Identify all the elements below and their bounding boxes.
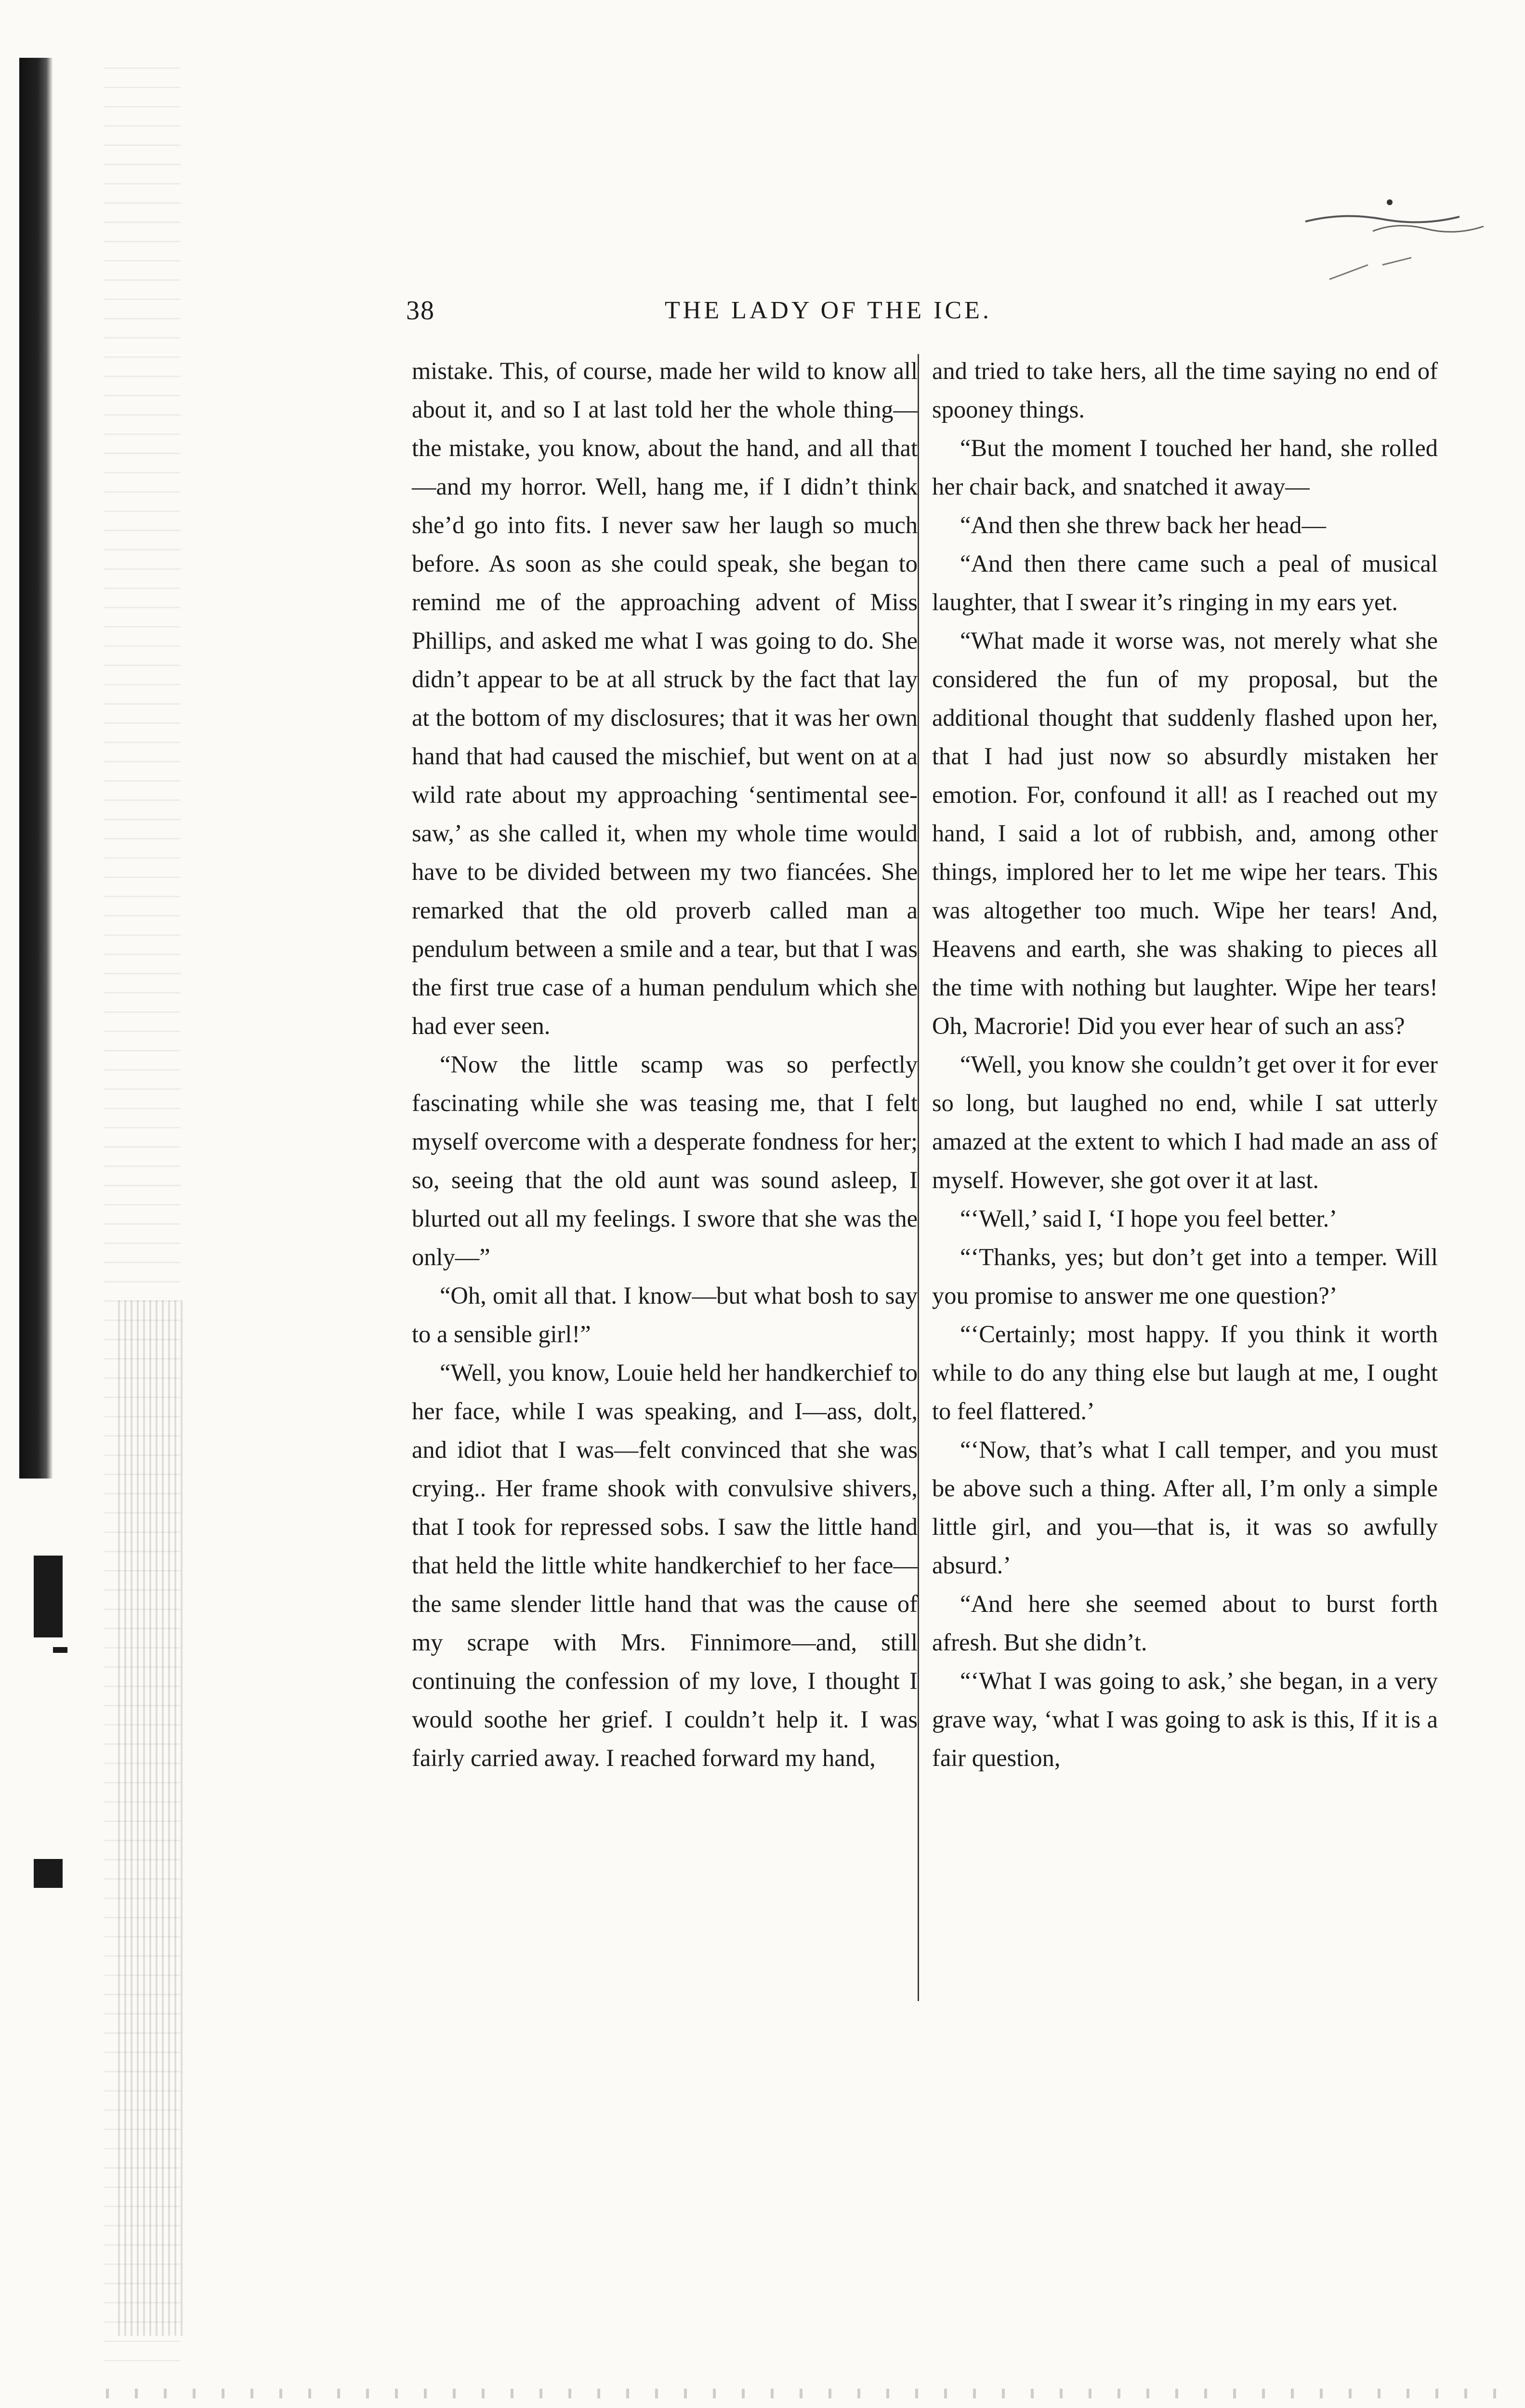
column-rule <box>918 354 919 2001</box>
paragraph: “What made it worse was, not merely what she considered the fun of my proposal, but the additional thought that suddenly flashed upon her, that I had just now so absurdly mistaken her emotion. For, confound it all! as I reached out my hand, I said a lot of rubbish, and, among other things, implored her to let me wipe her tears. This was altogether too much. Wipe her tears! And, Heavens and earth, she was shaking to pieces all the time with nothing but laughter. Wipe her tears! Oh, Macrorie! Did you ever hear of such an ass? <box>932 627 1438 1039</box>
running-head: THE LADY OF THE ICE. <box>665 297 992 324</box>
paragraph: “Well, you know she couldn’t get over it for ever so long, but laughed no end, while I sat utterly amazed at the extent to which I had made an ass of myself. However, she got over it at last. <box>932 1051 1438 1193</box>
binding-mark <box>53 1647 67 1653</box>
paragraph: “Well, you know, Louie held her handkerchief to her face, while I was speaking, and I—ass, dolt, and idiot that I was—felt convinced that she was crying.. Her frame shook with convulsive shivers, that I took for repressed sobs. I saw the little hand that held the little white handkerchief to her face—the same slender little hand that was the cause of my scrape with Mrs. Finnimore—and, still continuing the confession of my love, I thought I would soothe her grief. I couldn’t help it. I was fairly carried away. I reached forward my hand, <box>412 1359 918 1771</box>
pencil-scribble <box>1301 193 1503 299</box>
paragraph: “Now the little scamp was so perfectly fascinating while she was teasing me, that I felt myself overcome with a desperate fondness for her; so, seeing that the old aunt was sound asleep, I blurted out all my feelings. I swore that she was the only—” <box>412 1051 918 1270</box>
paragraph: “‘Certainly; most happy. If you think it worth while to do any thing else but laugh at me, I ought to feel flattered.’ <box>932 1321 1438 1425</box>
binding-mark <box>34 1556 63 1637</box>
gutter-speckle <box>118 1300 185 2336</box>
paragraph: “And then she threw back her head— <box>960 511 1327 538</box>
left-column <box>412 352 918 1777</box>
paragraph: mistake. This, of course, made her wild to know all about it, and so I at last told her the whole thing—the mistake, you know, about the hand, and all that—and my horror. Well, hang me, if I didn’t think she’d go into fits. I never saw her laugh so much before. As soon as she could speak, she began to remind me of the approaching advent of Miss Phillips, and asked me what I was going to do. She didn’t appear to be at all struck by the fact that lay at the bottom of my disclosures; that it was her own hand that had caused the mischief, but went on at a wild rate about my approaching ‘sentimental see-saw,’ as she called it, when my whole time would have to be divided between my two fiancées. She remarked that the old proverb called man a pendulum between a smile and a tear, but that I was the first true case of a human pendulum which she had ever seen. <box>412 357 918 1039</box>
paragraph: “‘Now, that’s what I call temper, and you must be above such a thing. After all, I’m only a simple little girl, and you—that is, it was so awfully absurd.’ <box>932 1436 1438 1579</box>
paragraph: “And here she seemed about to burst forth afresh. But she didn’t. <box>932 1590 1438 1656</box>
paragraph: “‘What I was going to ask,’ she began, in a very grave way, ‘what I was going to ask is this, If it is a fair question, <box>932 1667 1438 1771</box>
binding-shadow <box>19 58 53 1479</box>
paragraph: “‘Well,’ said I, ‘I hope you feel better.’ <box>960 1205 1338 1232</box>
binding-mark <box>34 1859 63 1888</box>
bottom-speckle <box>106 2389 1503 2398</box>
paragraph: “And then there came such a peal of musical laughter, that I swear it’s ringing in my ears yet. <box>932 550 1438 615</box>
paragraph: and tried to take hers, all the time saying no end of spooney things. <box>932 357 1438 423</box>
paragraph: “‘Thanks, yes; but don’t get into a temper. Will you promise to answer me one question?’ <box>932 1243 1438 1309</box>
paragraph: “But the moment I touched her hand, she rolled her chair back, and snatched it away— <box>932 434 1438 500</box>
page-number: 38 <box>406 296 435 326</box>
right-column <box>932 352 1438 1777</box>
paragraph: “Oh, omit all that. I know—but what bosh to say to a sensible girl!” <box>412 1282 918 1348</box>
